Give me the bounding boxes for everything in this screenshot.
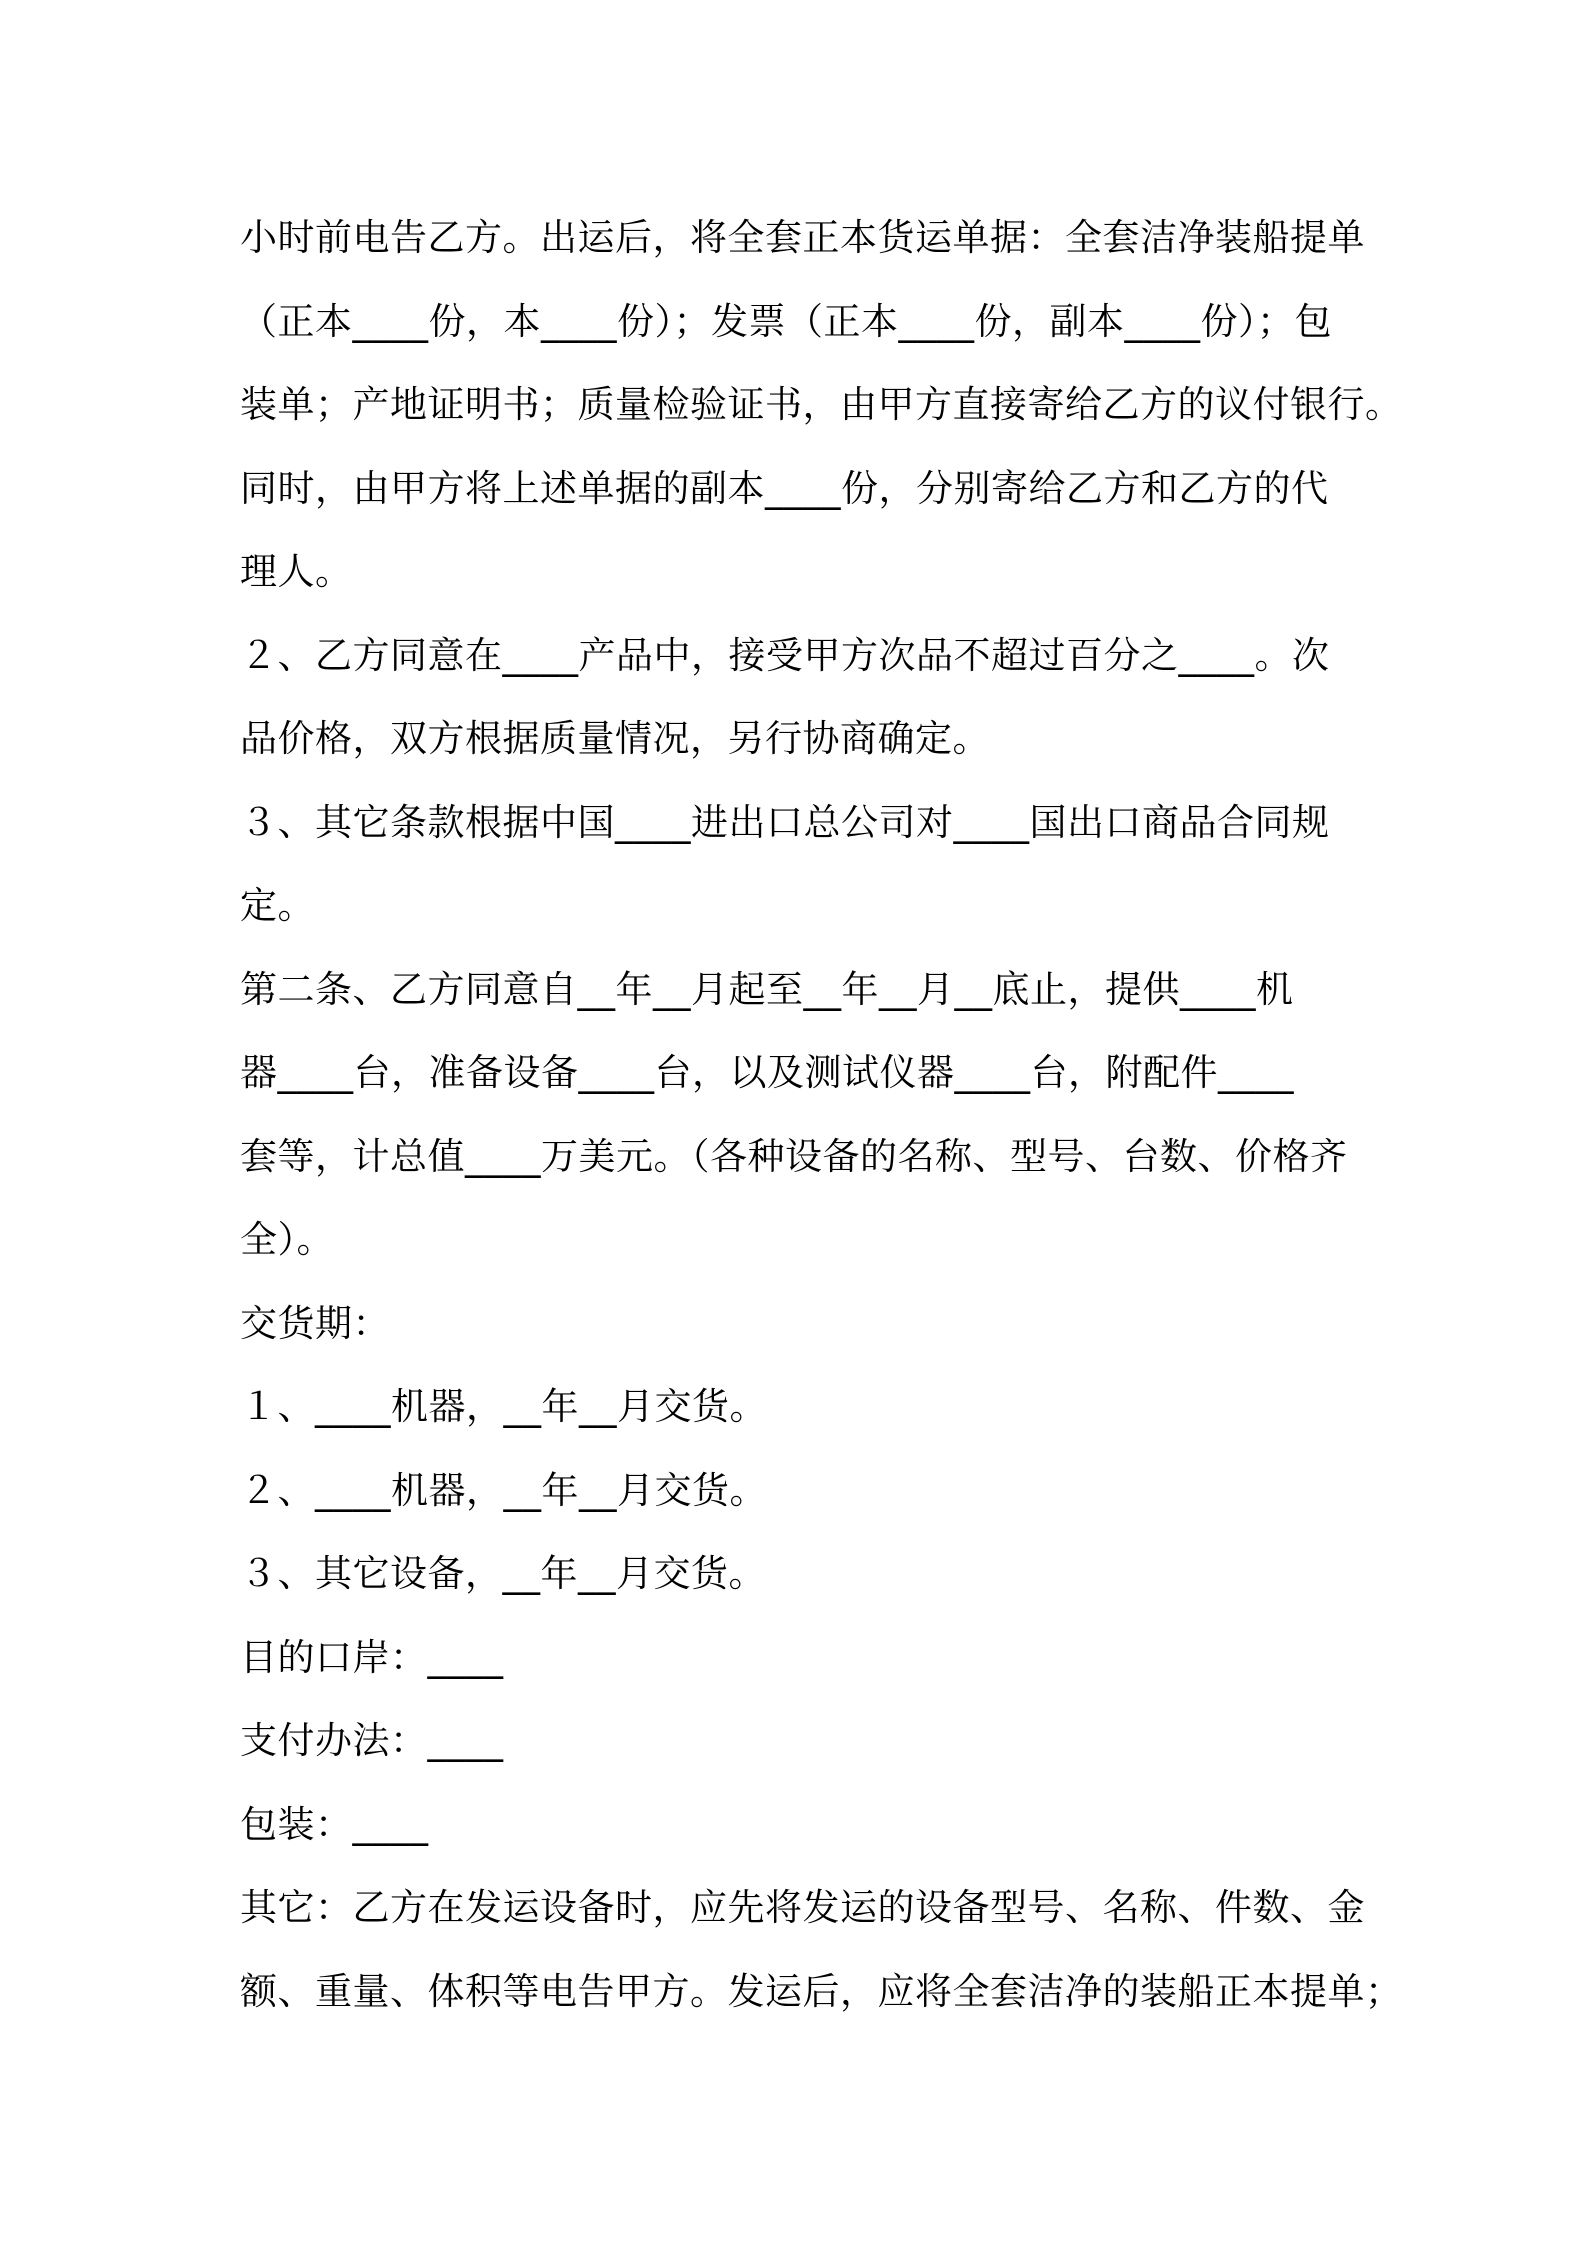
clause-3-line: ３、其它条款根据中国____进出口总公司对____国出口商品合同规	[240, 800, 1330, 844]
paragraph-line: 额、重量、体积等电告甲方。发运后，应将全套洁净的装船正本提单；	[240, 1969, 1403, 2013]
delivery-item-2: ２、____机器，__年__月交货。	[240, 1468, 767, 1512]
packaging-line: 包装：____	[240, 1802, 429, 1846]
paragraph-line: 套等，计总值____万美元。（各种设备的名称、型号、台数、价格齐	[240, 1134, 1348, 1178]
delivery-item-1: １、____机器，__年__月交货。	[240, 1385, 767, 1428]
paragraph-line: 器____台，准备设备____台，以及测试仪器____台，附配件____	[240, 1051, 1294, 1094]
delivery-item-3: ３、其它设备，__年__月交货。	[240, 1552, 766, 1595]
other-terms-line: 其它：乙方在发运设备时，应先将发运的设备型号、名称、件数、金	[240, 1886, 1365, 1929]
article-2-line: 第二条、乙方同意自__年__月起至__年__月__底止，提供____机	[240, 967, 1294, 1011]
paragraph-line: 装单；产地证明书；质量检验证书，由甲方直接寄给乙方的议付银行。	[240, 383, 1403, 426]
destination-port-line: 目的口岸：____	[240, 1635, 504, 1679]
payment-method-line: 支付办法：____	[240, 1719, 504, 1762]
paragraph-line: 同时，由甲方将上述单据的副本____份，分别寄给乙方和乙方的代	[240, 466, 1329, 510]
paragraph-line: 定。	[240, 884, 315, 927]
contract-body	[240, 196, 1403, 2033]
clause-2-line: ２、乙方同意在____产品中，接受甲方次品不超过百分之____。次	[240, 633, 1330, 677]
delivery-period-heading: 交货期：	[240, 1301, 390, 1345]
paragraph-line: 全）。	[240, 1218, 334, 1261]
paragraph-line: 理人。	[240, 550, 353, 593]
paragraph-line: 小时前电告乙方。出运后，将全套正本货运单据：全套洁净装船提单	[240, 216, 1365, 259]
paragraph-line: 品价格，双方根据质量情况，另行协商确定。	[240, 717, 990, 760]
paragraph-line: （正本____份，本____份）；发票（正本____份，副本____份）；包	[240, 299, 1332, 343]
